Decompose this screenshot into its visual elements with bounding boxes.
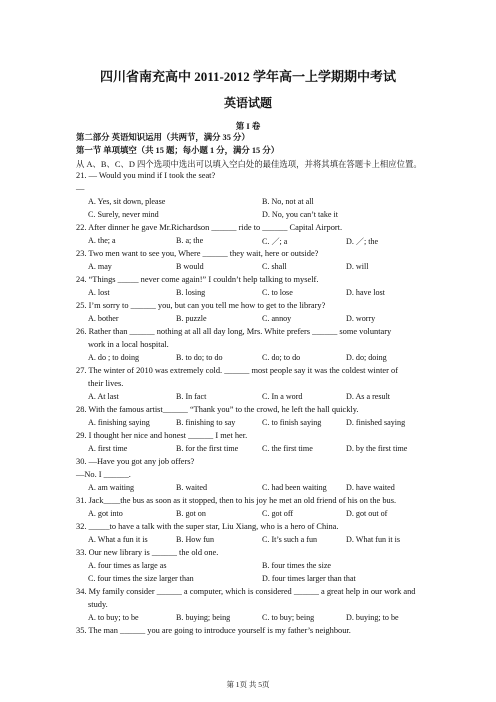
question-stem: 25. I’m sorry to ______ you, but can you tell me how to get to the library? [76, 301, 326, 310]
question-stem: 23. Two men want to see you, Where ______ they wait, here or outside? [76, 249, 319, 258]
answer-option: C. four times the size larger than [88, 574, 194, 583]
question-stem: 31. Jack____the bus as soon as it stopped, then to his joy he met an old friend of his on the bus. [76, 496, 397, 505]
answer-option: D. will [346, 262, 369, 271]
question-stem-continued: work in a local hospital. [88, 340, 169, 349]
answer-option: B. losing [176, 288, 206, 297]
answer-option: D. No, you can’t take it [262, 210, 339, 219]
answer-option: A. bother [88, 314, 119, 323]
question-stem: 29. I thought her nice and honest ______ I met her. [76, 431, 248, 440]
answer-option: C. the first time [262, 444, 313, 453]
answer-option: C. to lose [262, 288, 293, 297]
answer-option: B. waited [176, 483, 208, 492]
answer-option: C. Surely, never mind [88, 210, 159, 219]
answer-option: D. by the first time [346, 444, 408, 453]
answer-option: A. got into [88, 509, 123, 518]
question-stem: 22. After dinner he gave Mr.Richardson ______ ride to ______ Capital Airport. [76, 223, 343, 232]
answer-option: A. to buy; to be [88, 613, 139, 622]
answer-option: D. got out of [346, 509, 388, 518]
answer-option: D. do; doing [346, 353, 387, 362]
page-footer: 第 1页 共 5页 [226, 680, 270, 689]
answer-option: D. As a result [346, 392, 391, 401]
answer-option: C. annoy [262, 314, 292, 323]
answer-option: B. four times the size [262, 561, 332, 570]
answer-option: C. ／; a [262, 237, 288, 246]
answer-option: D. worry [346, 314, 376, 323]
exam-title: 四川省南充高中 2011-2012 学年高一上学期期中考试 [99, 69, 397, 84]
question-stem: 30. —Have you got any job offers? [76, 457, 195, 466]
answer-option: A. the; a [88, 236, 116, 245]
answer-option: A. What a fun it is [88, 535, 148, 544]
question-stem: 28. With the famous artist______ “Thank you” to the crowd, he left the hall quickly. [76, 405, 359, 414]
instruction-text: 从 A、B、C、D 四个选项中选出可以填入空白处的最佳选项，并将其填在答题卡上相应位置。 [76, 160, 422, 169]
question-stem: 24. “Things _____ never come again!” I couldn’t help talking to myself. [76, 275, 319, 284]
answer-option: B. for the first time [176, 444, 239, 453]
question-stem-continued: — [76, 184, 85, 193]
answer-option: B. finishing to say [176, 418, 236, 427]
answer-option: A. lost [88, 288, 110, 297]
question-stem: 32. _____to have a talk with the super star, Liu Xiang, who is a hero of China. [76, 522, 339, 531]
answer-option: A. may [88, 262, 112, 271]
answer-option: A. first time [88, 444, 128, 453]
answer-option: C. shall [262, 262, 287, 271]
answer-option: A. At last [88, 392, 119, 401]
answer-option: B would [176, 262, 204, 271]
answer-option: D. What fun it is [346, 535, 401, 544]
answer-option: D. have lost [346, 288, 385, 297]
answer-option: C. In a word [262, 392, 303, 401]
answer-option: A. Yes, sit down, please [88, 197, 166, 206]
answer-option: A. four times as large as [88, 561, 167, 570]
answer-option: A. am waiting [88, 483, 135, 492]
question-stem: 26. Rather than ______ nothing at all all day long, Mrs. White prefers ______ some voluntary [76, 327, 392, 336]
answer-option: B. How fun [176, 535, 214, 544]
answer-option: C. do; to do [262, 353, 301, 362]
answer-option: B. buying; being [176, 613, 231, 622]
section-heading: 第一节 单项填空（共 15 题；每小题 1 分，满分 15 分） [76, 146, 280, 155]
question-stem: 33. Our new library is ______ the old one. [76, 548, 219, 557]
answer-option: A. do ; to doing [88, 353, 140, 362]
question-stem: 35. The man ______ you are going to introduce yourself is my father’s neighbour. [76, 626, 351, 635]
answer-option: C. to buy; being [262, 613, 315, 622]
question-stem: 27. The winter of 2010 was extremely cold. ______ most people say it was the coldest winter of [76, 366, 398, 375]
answer-option: B. In fact [176, 392, 207, 401]
question-stem-continued: their lives. [88, 379, 124, 388]
question-stem: 21. — Would you mind if I took the seat? [76, 171, 216, 180]
answer-option: B. a; the [176, 236, 204, 245]
exam-subtitle: 英语试题 [223, 96, 272, 110]
answer-option: C. had been waiting [262, 483, 327, 492]
answer-option: A. finishing saying [88, 418, 150, 427]
question-stem-continued: —No. I ______. [76, 470, 131, 479]
answer-option: C. It’s such a fun [262, 535, 318, 544]
answer-option: D. four times larger than that [262, 574, 356, 583]
question-stem-continued: study. [88, 600, 108, 609]
part-heading: 第二部分 英语知识运用（共两节，满分 35 分） [76, 133, 250, 142]
answer-option: D. ／; the [346, 237, 379, 246]
answer-option: B. got on [176, 509, 206, 518]
answer-option: D. have waited [346, 483, 395, 492]
answer-option: B. puzzle [176, 314, 207, 323]
question-stem: 34. My family consider ______ a computer, which is considered ______ a great help in our work and [76, 587, 416, 596]
answer-option: D. buying; to be [346, 613, 399, 622]
answer-option: C. to finish saying [262, 418, 322, 427]
answer-option: C. got off [262, 509, 294, 518]
answer-option: D. finished saying [346, 418, 406, 427]
volume-label: 第 I 卷 [235, 121, 261, 131]
answer-option: B. No, not at all [262, 197, 314, 206]
answer-option: B. to do; to do [176, 353, 223, 362]
